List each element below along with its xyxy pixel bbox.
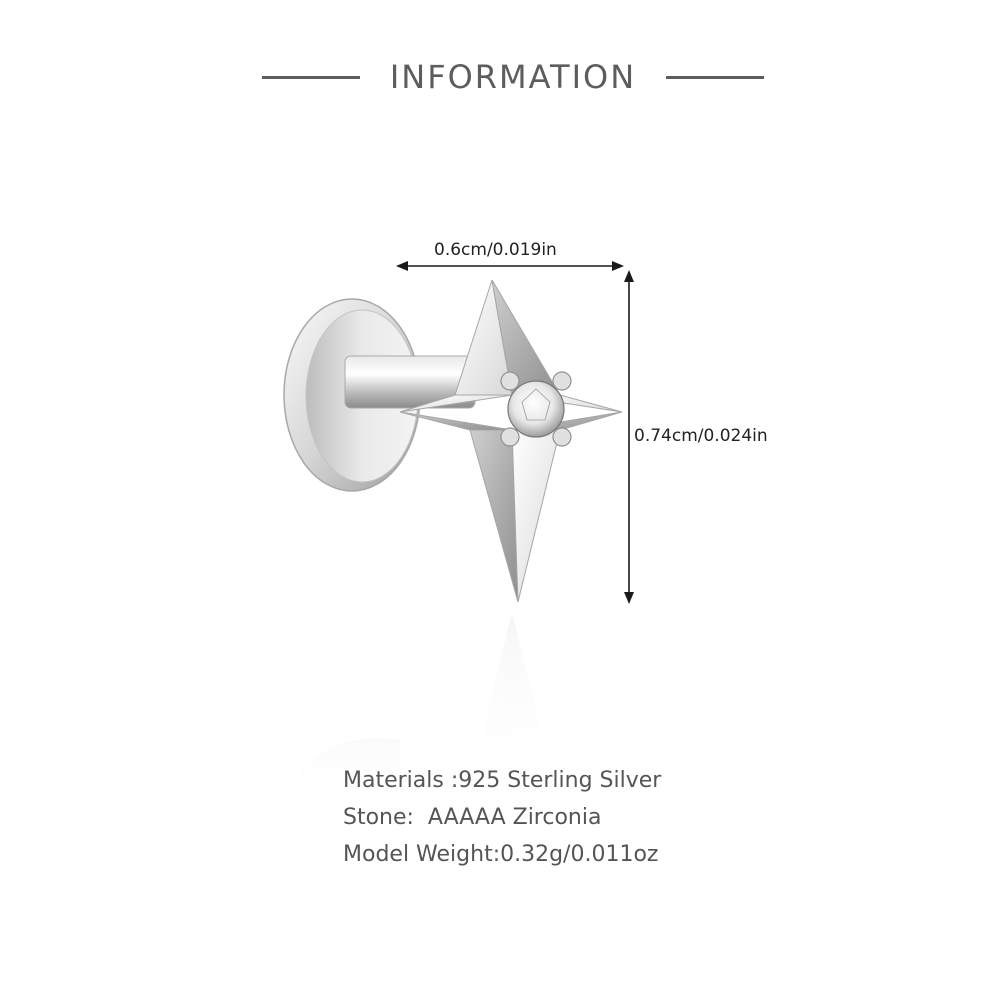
spec-stone: Stone: AAAAA Zirconia xyxy=(343,805,602,830)
zirconia-stone xyxy=(501,372,571,446)
spec-materials: Materials :925 Sterling Silver xyxy=(343,768,662,793)
width-dimension-arrow xyxy=(396,261,624,271)
spec-list xyxy=(343,765,843,876)
height-dimension-label: 0.74cm/0.024in xyxy=(634,426,768,446)
width-dimension-label: 0.6cm/0.019in xyxy=(434,240,557,260)
page-title: INFORMATION xyxy=(389,58,637,96)
height-dimension-arrow xyxy=(624,270,634,604)
spec-weight: Model Weight:0.32g/0.011oz xyxy=(343,842,659,867)
